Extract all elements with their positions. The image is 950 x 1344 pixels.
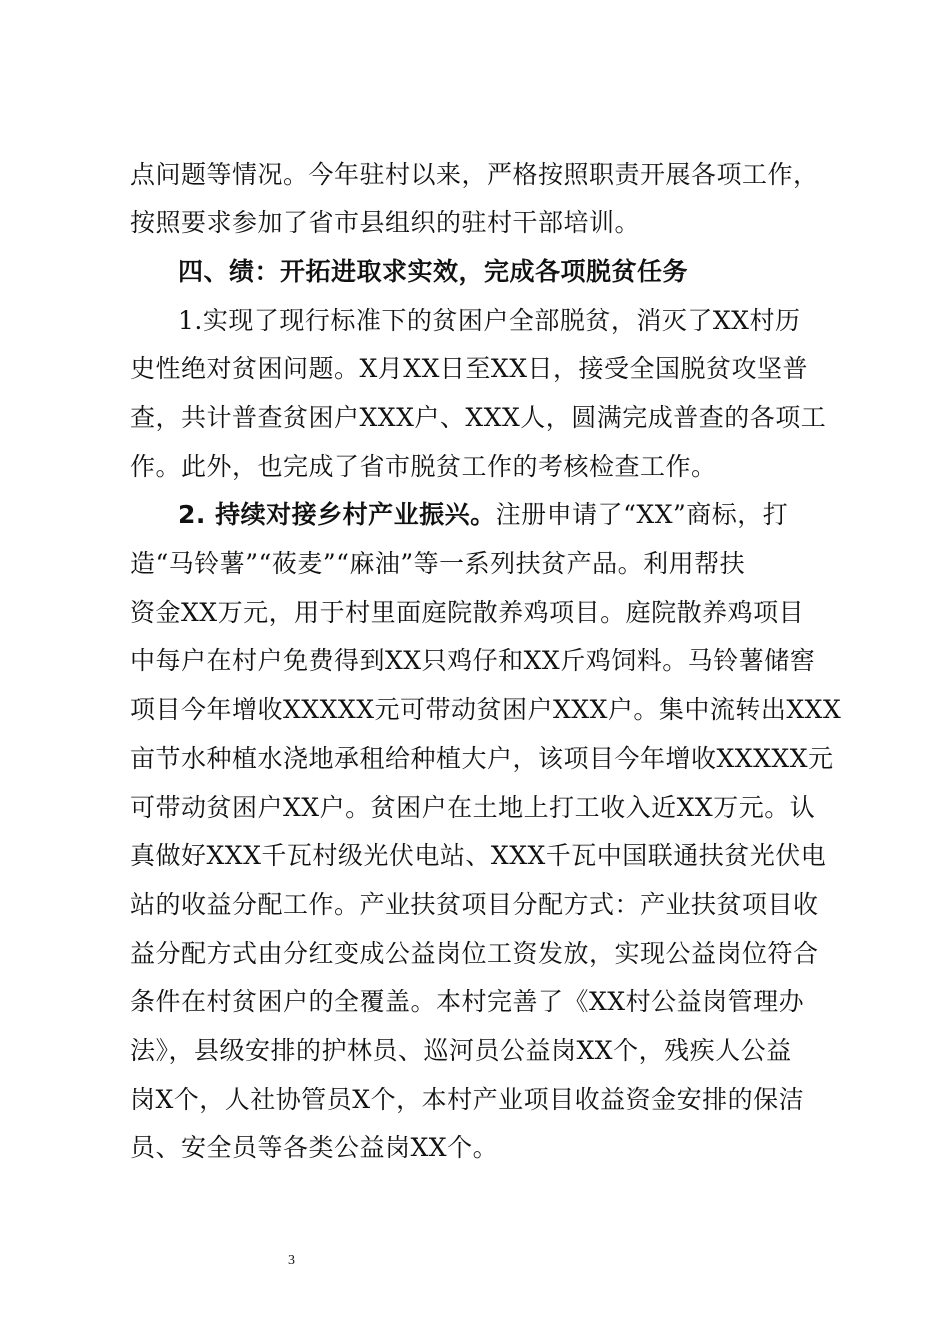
item1-line: 作。此外，也完成了省市脱贫工作的考核检查工作。 xyxy=(130,452,717,481)
section-heading: 四、绩：开拓进取求实效，完成各项脱贫任务 xyxy=(178,257,689,286)
item1-line: 1.实现了现行标准下的贫困户全部脱贫，消灭了XX村历 xyxy=(178,306,801,335)
paragraph-line: 点问题等情况。今年驻村以来，严格按照职责开展各项工作， xyxy=(130,160,819,189)
item2-line: 资金XX万元，用于村里面庭院散养鸡项目。庭院散养鸡项目 xyxy=(130,598,805,627)
item2-lead-rest: 注册申请了“XX”商标，打 xyxy=(495,500,789,529)
item2-lead: 2. 持续对接乡村产业振兴。 xyxy=(178,500,496,529)
item2-line: 益分配方式由分红变成公益岗位工资发放，实现公益岗位符合 xyxy=(130,939,819,968)
item1-line: 史性绝对贫困问题。X月XX日至XX日，接受全国脱贫攻坚普 xyxy=(130,354,808,383)
item2-line: 岗X个，人社协管员X个，本村产业项目收益资金安排的保洁 xyxy=(130,1085,805,1114)
item2-line: 项目今年增收XXXXX元可带动贫困户XXX户。集中流转出XXX xyxy=(130,695,842,724)
item2-line: 中每户在村户免费得到XX只鸡仔和XX斤鸡饲料。马铃薯储窖 xyxy=(130,646,816,675)
item2-line: 可带动贫困户XX户。贫困户在土地上打工收入近XX万元。认 xyxy=(130,793,816,822)
item2-first-line xyxy=(178,498,830,532)
item2-line: 造“马铃薯”“莜麦”“麻油”等一系列扶贫产品。利用帮扶 xyxy=(130,549,746,578)
item2-line: 亩节水种植水浇地承租给种植大户，该项目今年增收XXXXX元 xyxy=(130,744,834,773)
item2-line: 条件在村贫困户的全覆盖。本村完善了《XX村公益岗管理办 xyxy=(130,987,805,1016)
item2-line: 员、安全员等各类公益岗XX个。 xyxy=(130,1133,499,1162)
page-number: 3 xyxy=(288,1253,295,1268)
item2-line: 站的收益分配工作。产业扶贫项目分配方式：产业扶贫项目收 xyxy=(130,890,819,919)
item2-line: 法》，县级安排的护林员、巡河员公益岗XX个，残疾人公益 xyxy=(130,1036,792,1065)
item1-line: 查，共计普查贫困户XXX户、XXX人，圆满完成普查的各项工 xyxy=(130,403,827,432)
item2-line: 真做好XXX千瓦村级光伏电站、XXX千瓦中国联通扶贫光伏电 xyxy=(130,841,827,870)
paragraph-line: 按照要求参加了省市县组织的驻村干部培训。 xyxy=(130,208,641,237)
